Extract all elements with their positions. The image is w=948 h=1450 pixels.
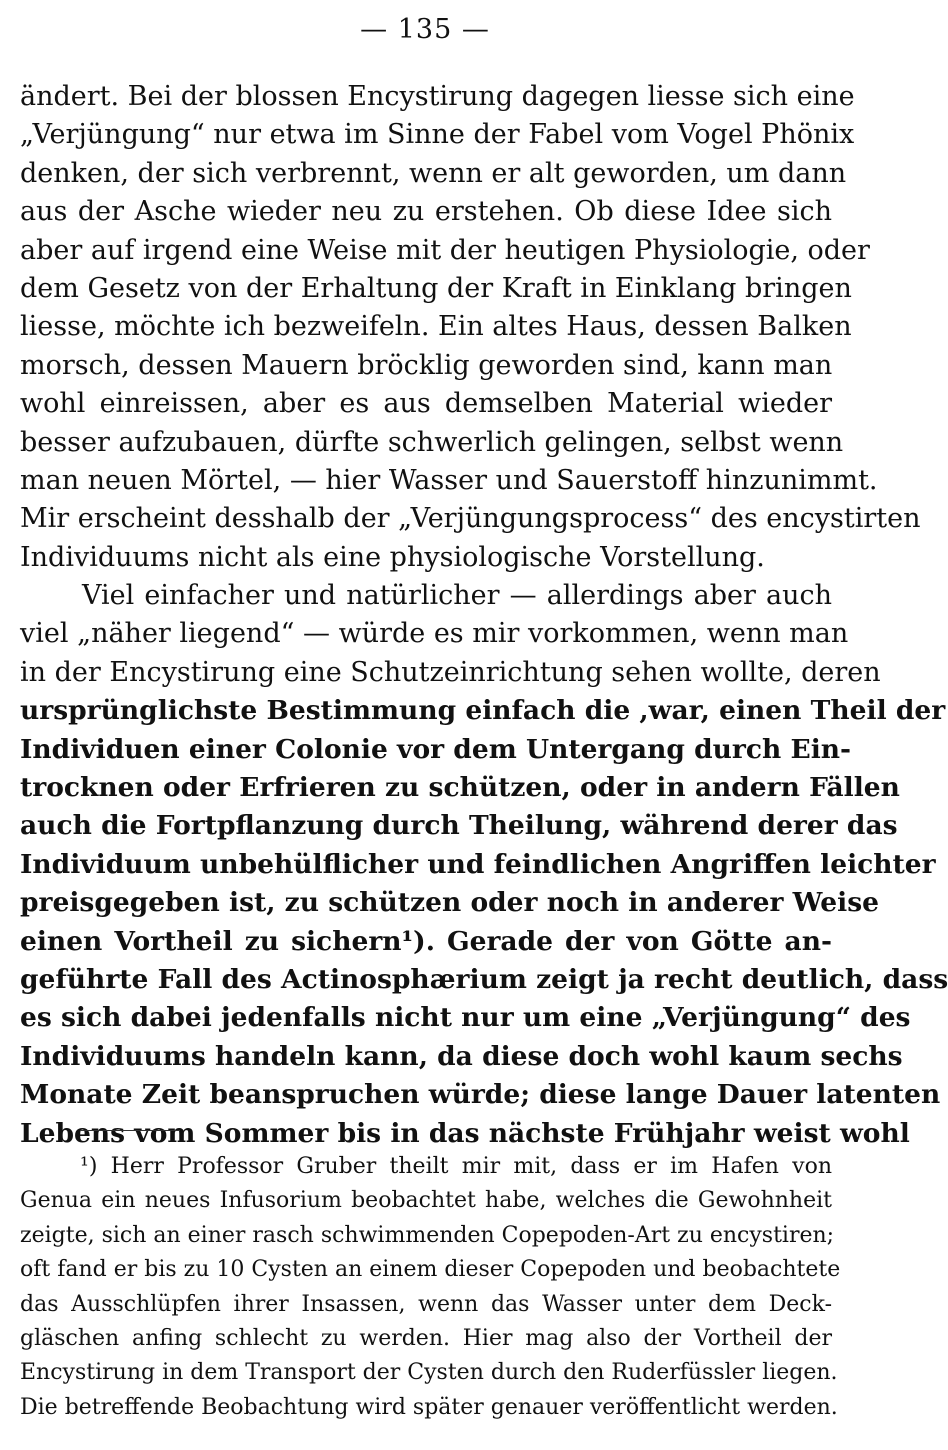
footnote-line: Encystirung in dem Transport der Cysten durch den Ruderfüssler liegen.: [20, 1360, 838, 1386]
text-line: geführte Fall des Actinosphærium zeigt ja recht deutlich, dass: [20, 963, 948, 995]
text-line: es sich dabei jedenfalls nicht nur um eine „Verjüngung“ des: [20, 1002, 911, 1034]
footnote: [20, 1150, 841, 1425]
text-line: dem Gesetz von der Erhaltung der Kraft in Einklang bringen: [20, 272, 852, 304]
text-line: liesse, möchte ich bezweifeln. Ein altes Haus, dessen Balken: [20, 311, 852, 343]
text-line: auch die Fortpflanzung durch Theilung, während derer das: [20, 810, 898, 842]
footnote-line: ¹) Herr Professor Gruber theilt mir mit, dass er im Hafen von: [80, 1154, 832, 1179]
paragraph-1: [20, 78, 921, 577]
text-line: morsch, dessen Mauern bröcklig geworden sind, kann man: [20, 349, 833, 381]
text-line: preisgegeben ist, zu schützen oder noch in anderer Weise: [20, 887, 879, 919]
text-line: einen Vortheil zu sichern¹). Gerade der von Götte an-: [20, 925, 832, 957]
footnote-line: gläschen anfing schlecht zu werden. Hier mag also der Vortheil der: [20, 1325, 832, 1351]
text-line: in der Encystirung eine Schutzeinrichtung sehen wollte, deren: [20, 656, 881, 688]
text-line: Individuums nicht als eine physiologische Vorstellung.: [20, 541, 765, 573]
text-line: denken, der sich verbrennt, wenn er alt geworden, um dann: [20, 157, 847, 189]
footnote-divider: [80, 1130, 180, 1131]
text-line: Individuums handeln kann, da diese doch wohl kaum sechs: [20, 1040, 903, 1072]
text-line: Viel einfacher und natürlicher — allerdings aber auch: [82, 580, 832, 612]
text-line: aber auf irgend eine Weise mit der heutigen Physiologie, oder: [20, 234, 870, 266]
text-line: viel „näher liegend“ — würde es mir vorkommen, wenn man: [20, 618, 849, 650]
text-line: Monate Zeit beanspruchen würde; diese lange Dauer latenten: [20, 1079, 941, 1111]
footnote-line: Genua ein neues Infusorium beobachtet habe, welches die Gewohnheit: [20, 1188, 832, 1214]
footnote-line: oft fand er bis zu 10 Cysten an einem dieser Copepoden und beobachtete: [20, 1257, 841, 1283]
text-line: Lebens vom Sommer bis in das nächste Frühjahr weist wohl: [20, 1117, 910, 1149]
text-line: Mir erscheint desshalb der „Verjüngungsprocess“ des encystirten: [20, 503, 921, 535]
page-number: — 135 —: [360, 14, 490, 45]
body-text: [20, 78, 948, 1153]
text-line: ändert. Bei der blossen Encystirung dagegen liesse sich eine: [20, 81, 855, 112]
text-line: ursprünglichste Bestimmung einfach die ,war, einen Theil der: [20, 695, 946, 727]
paragraph-2: [20, 577, 948, 1153]
text-line: trocknen oder Erfrieren zu schützen, oder in andern Fällen: [20, 772, 900, 804]
footnote-line: das Ausschlüpfen ihrer Insassen, wenn das Wasser unter dem Deck-: [20, 1291, 832, 1317]
text-line: „Verjüngung“ nur etwa im Sinne der Fabel vom Vogel Phönix: [20, 119, 855, 151]
text-line: Individuum unbehülflicher und feindlichen Angriffen leichter: [20, 848, 936, 880]
text-line: aus der Asche wieder neu zu erstehen. Ob diese Idee sich: [20, 196, 832, 228]
text-line: Individuen einer Colonie vor dem Untergang durch Ein-: [20, 733, 852, 765]
footnote-line: zeigte, sich an einer rasch schwimmenden Copepoden-Art zu encystiren;: [20, 1222, 835, 1248]
text-line: besser aufzubauen, dürfte schwerlich gelingen, selbst wenn: [20, 426, 844, 458]
footnote-line: Die betreffende Beobachtung wird später genauer veröffentlicht werden.: [20, 1394, 838, 1420]
text-line: wohl einreissen, aber es aus demselben Material wieder: [20, 388, 832, 420]
text-line: man neuen Mörtel, — hier Wasser und Sauerstoff hinzunimmt.: [20, 464, 878, 496]
